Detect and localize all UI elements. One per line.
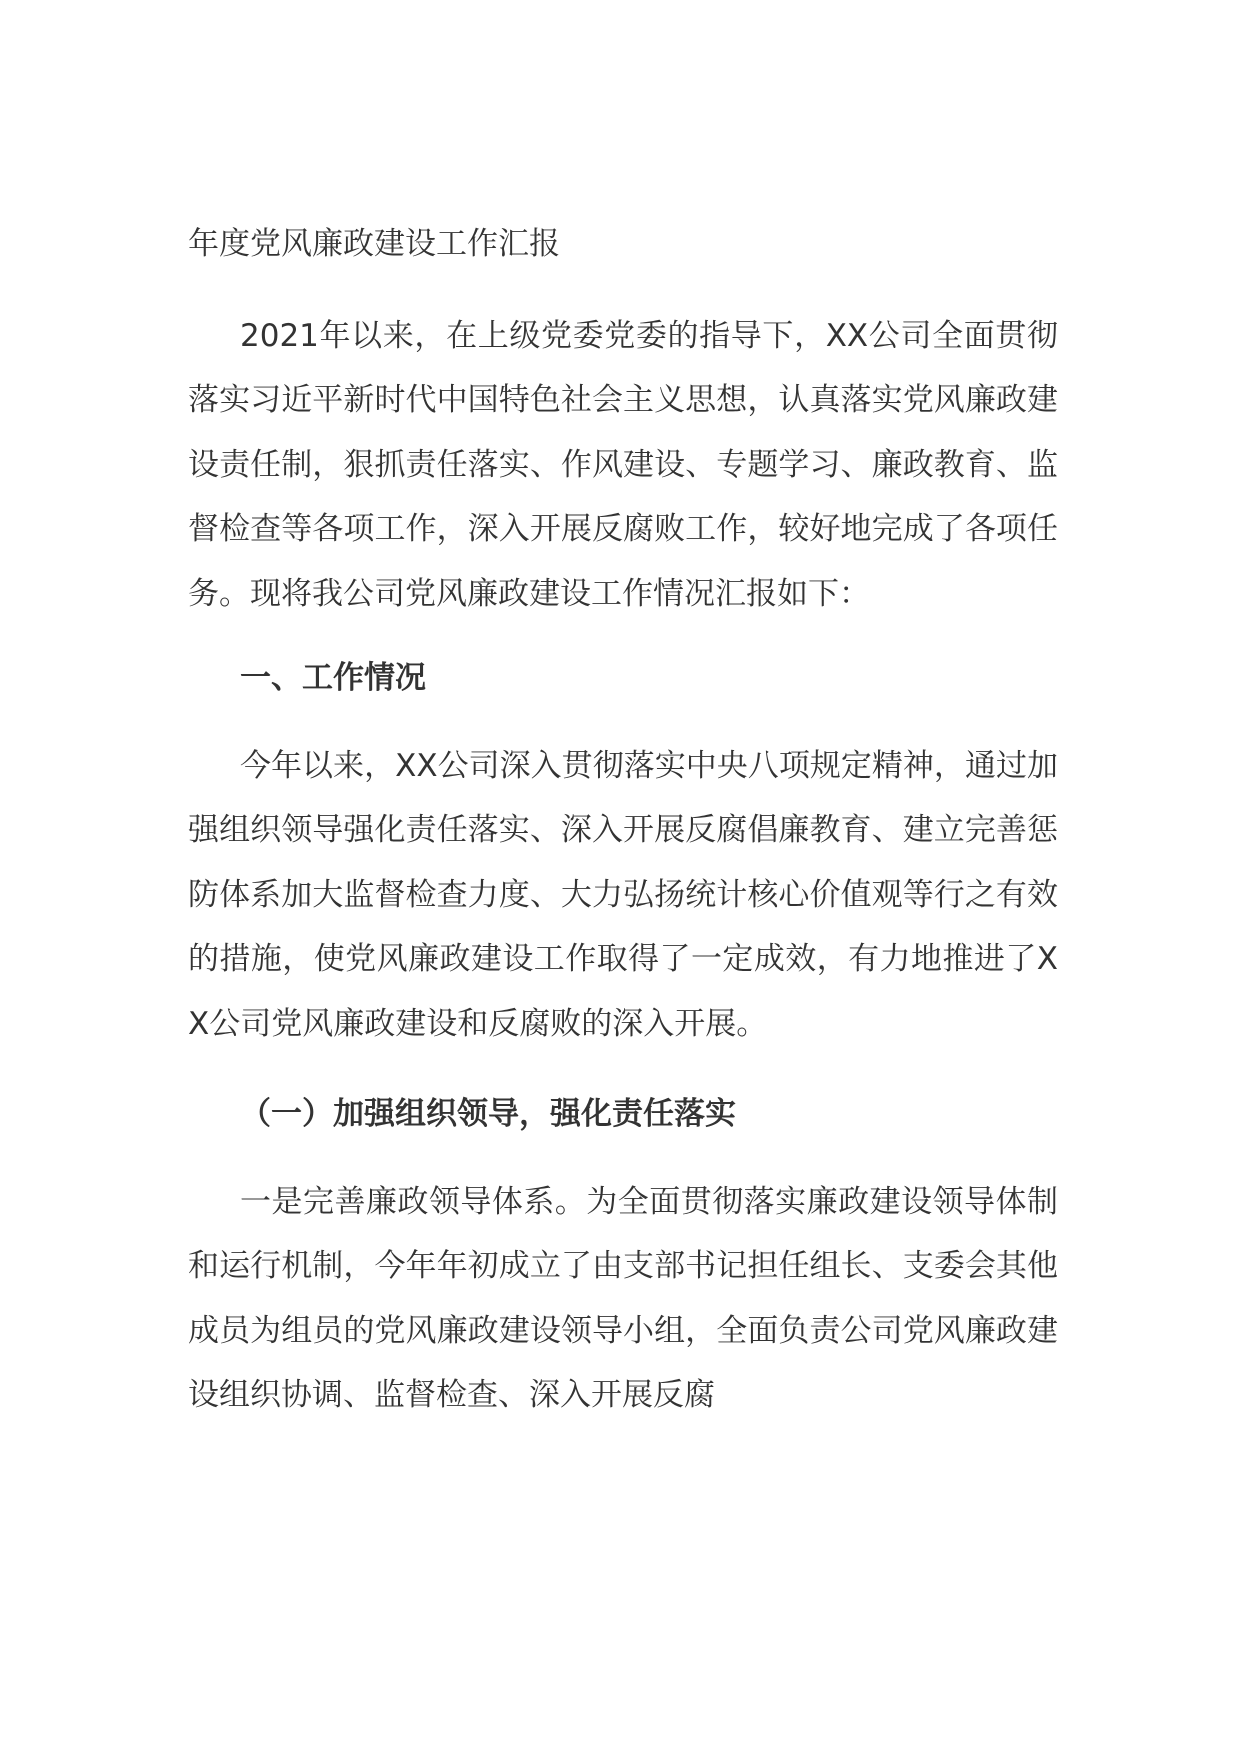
spacer — [188, 276, 1058, 304]
section-paragraph-work-status: 今年以来，XX公司深入贯彻落实中央八项规定精神，通过加强组织领导强化责任落实、深入开展反腐倡廉教育、建立完善惩防体系加大监督检查力度、大力弘扬统计核心价值观等行之有效的措施，使党风廉政建设工作取得了一定成效，有力地推进了XX公司党风廉政建设和反腐败的深入开展。 — [188, 748, 1058, 1042]
spacer — [188, 710, 1058, 734]
spacer — [188, 1056, 1058, 1082]
subsection-paragraph-leadership: 一是完善廉政领导体系。为全面贯彻落实廉政建设领导体制和运行机制，今年年初成立了由支部书记担任组长、支委会其他成员为组员的党风廉政建设领导小组，全面负责公司党风廉政建设组织协调、监督检查、深入开展反腐 — [188, 1184, 1058, 1414]
document-title: 年度党风廉政建设工作汇报 — [188, 226, 560, 262]
section-heading-work-status: 一、工作情况 — [240, 660, 426, 697]
document-body — [188, 212, 1058, 1428]
subsection-heading-leadership: （一）加强组织领导，强化责任落实 — [240, 1096, 736, 1133]
spacer — [188, 1146, 1058, 1170]
intro-paragraph: 2021年以来，在上级党委党委的指导下，XX公司全面贯彻落实习近平新时代中国特色社会主义思想，认真落实党风廉政建设责任制，狠抓责任落实、作风建设、专题学习、廉政教育、监督检查等各项工作，深入开展反腐败工作，较好地完成了各项任务。现将我公司党风廉政建设工作情况汇报如下： — [188, 318, 1058, 612]
spacer — [188, 626, 1058, 646]
